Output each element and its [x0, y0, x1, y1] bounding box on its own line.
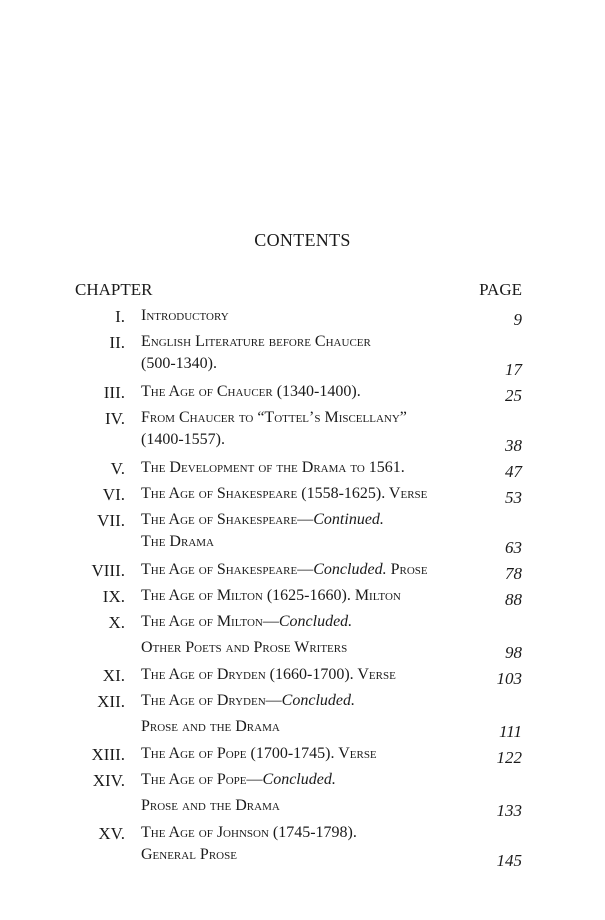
chapter-title: The Development of the Drama to 1561. — [141, 459, 405, 476]
page-number: 103 — [496, 669, 522, 688]
chapter-title-line-2: Prose and the Drama — [141, 797, 280, 814]
page-number: 122 — [496, 748, 522, 767]
page-column-header: PAGE — [479, 280, 522, 299]
chapter-number: VII. — [97, 511, 125, 530]
page-number: 78 — [505, 564, 522, 583]
page-number: 88 — [505, 590, 522, 609]
chapter-title-line-2: The Drama — [141, 533, 214, 550]
chapter-number: VI. — [102, 485, 125, 504]
chapter-title — [141, 509, 481, 531]
page-number: 25 — [505, 386, 522, 405]
page-number: 9 — [513, 310, 522, 329]
toc-entry[interactable] — [0, 331, 605, 381]
chapter-title-line-2: Other Poets and Prose Writers — [141, 639, 348, 656]
page-number: 63 — [505, 538, 522, 557]
chapter-title-text: The Age of Shakespeare— — [141, 561, 314, 578]
chapter-number: IX. — [102, 587, 125, 606]
chapter-title-text: The Age of Milton— — [141, 613, 279, 630]
chapter-title: The Age of Shakespeare (1558-1625). Verse — [141, 485, 428, 502]
chapter-title-text: The Age of Pope— — [141, 771, 263, 788]
chapter-number: XIII. — [91, 745, 125, 764]
chapter-title — [141, 769, 481, 791]
chapter-title-italic: Concluded. — [281, 692, 355, 709]
page-number: 98 — [505, 643, 522, 662]
toc-entry[interactable] — [0, 305, 605, 331]
chapter-title-text: The Age of Shakespeare— — [141, 511, 314, 528]
chapter-title: The Age of Dryden (1660-1700). Verse — [141, 666, 396, 683]
chapter-title-text: The Age of Dryden— — [141, 692, 282, 709]
page-number: 111 — [499, 722, 522, 741]
toc-entry[interactable] — [0, 769, 605, 822]
chapter-title-italic: Continued. — [313, 511, 384, 528]
page-number: 47 — [505, 462, 522, 481]
chapter-title: The Age of Johnson (1745-1798). — [141, 824, 357, 841]
chapter-title-italic: Concluded. — [262, 771, 336, 788]
chapter-title — [141, 559, 481, 581]
toc-entry[interactable] — [0, 611, 605, 664]
chapter-number: XV. — [98, 824, 125, 843]
chapter-title-tail: Prose — [386, 561, 428, 578]
chapter-column-header: CHAPTER — [75, 280, 153, 299]
chapter-title: From Chaucer to “Tottel’s Miscellany” — [141, 409, 407, 426]
page-number: 38 — [505, 436, 522, 455]
toc-entry[interactable] — [0, 822, 605, 872]
chapter-title: English Literature before Chaucer — [141, 333, 371, 350]
chapter-number: VIII. — [91, 561, 125, 580]
chapter-number: XII. — [97, 692, 125, 711]
page-title: CONTENTS — [254, 230, 351, 250]
toc-entry[interactable] — [0, 509, 605, 559]
toc-entry[interactable] — [0, 690, 605, 743]
page-number: 53 — [505, 488, 522, 507]
chapter-title — [141, 611, 481, 633]
chapter-number: II. — [109, 333, 125, 352]
toc-entry[interactable] — [0, 483, 605, 509]
chapter-title-italic: Concluded. — [278, 613, 353, 630]
chapter-number: XIV. — [92, 771, 125, 790]
chapter-title: The Age of Milton (1625-1660). Milton — [141, 587, 401, 604]
toc-entry[interactable] — [0, 664, 605, 690]
chapter-number: X. — [108, 613, 125, 632]
chapter-title-line-2: Prose and the Drama — [141, 718, 280, 735]
chapter-number: IV. — [105, 409, 125, 428]
chapter-number: XI. — [102, 666, 125, 685]
chapter-title-line-2: (1400-1557). — [141, 431, 225, 448]
chapter-title: The Age of Pope (1700-1745). Verse — [141, 745, 377, 762]
toc-entry[interactable] — [0, 559, 605, 585]
chapter-number: I. — [115, 307, 125, 326]
toc-entry[interactable] — [0, 457, 605, 483]
chapter-title: Introductory — [141, 307, 229, 324]
page-number: 145 — [496, 851, 522, 870]
chapter-title-line-2: General Prose — [141, 846, 237, 863]
chapter-title-italic: Concluded. — [313, 561, 387, 578]
chapter-title — [141, 690, 481, 712]
chapter-number: V. — [110, 459, 125, 478]
toc-entry[interactable] — [0, 585, 605, 611]
chapter-title: The Age of Chaucer (1340-1400). — [141, 383, 361, 400]
toc-entry[interactable] — [0, 407, 605, 457]
page-number: 17 — [505, 360, 522, 379]
chapter-title-line-2: (500-1340). — [141, 355, 217, 372]
toc-entry[interactable] — [0, 381, 605, 407]
toc-list — [0, 305, 605, 872]
page-number: 133 — [496, 801, 522, 820]
chapter-number: III. — [103, 383, 125, 402]
toc-entry[interactable] — [0, 743, 605, 769]
